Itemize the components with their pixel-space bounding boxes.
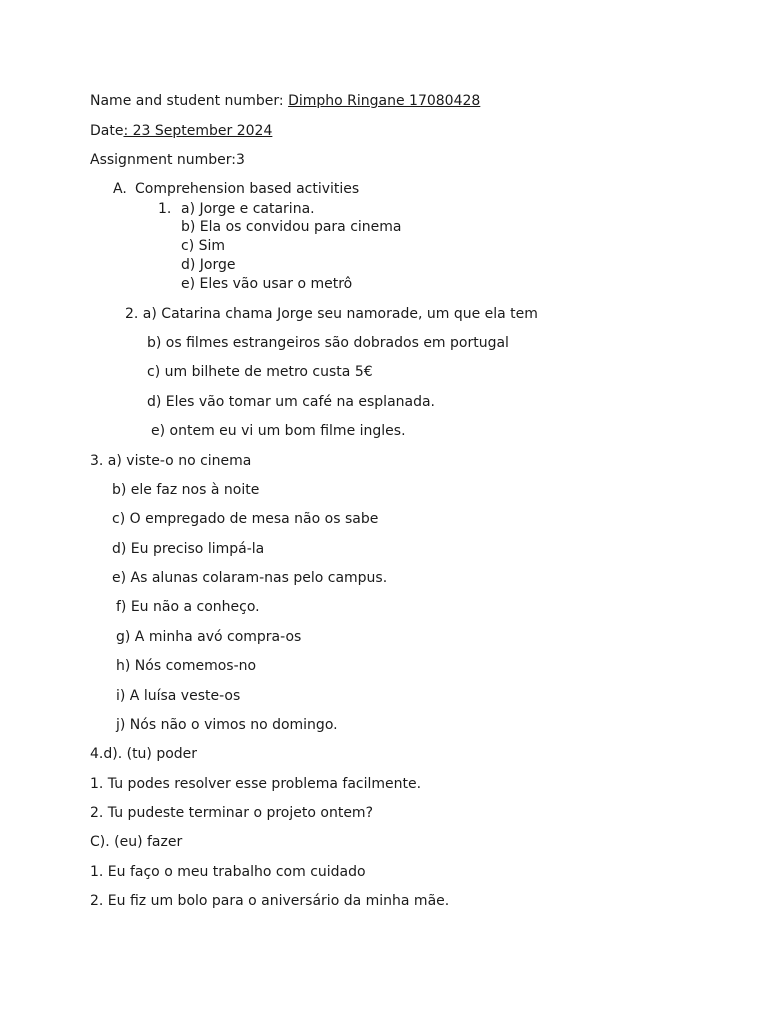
q3-item: e) As alunas colaram-nas pelo campus. <box>112 570 388 586</box>
date-label: Date <box>90 123 124 139</box>
q1-item: b) Ela os convidou para cinema <box>181 219 402 235</box>
q3-item: i) A luísa veste-os <box>116 688 241 704</box>
q4-item: 2. Tu pudeste terminar o projeto ontem? <box>90 805 373 821</box>
q3-item: j) Nós não o vimos no domingo. <box>116 717 338 733</box>
section-a-title: Comprehension based activities <box>135 181 360 197</box>
q1-item: e) Eles vão usar o metrô <box>181 276 353 292</box>
q4-item: 1. Eu faço o meu trabalho com cuidado <box>90 864 366 880</box>
section-a-marker: A. <box>113 181 127 197</box>
q1-number: 1. <box>158 201 172 217</box>
date-line <box>90 122 272 140</box>
q2-item: e) ontem eu vi um bom filme ingles. <box>151 423 406 439</box>
name-line <box>90 92 480 110</box>
q2-item: c) um bilhete de metro custa 5€ <box>147 364 373 380</box>
q4-item: 2. Eu fiz um bolo para o aniversário da minha mãe. <box>90 893 450 909</box>
q4-heading: 4.d). (tu) poder <box>90 746 198 762</box>
q2-item: b) os filmes estrangeiros são dobrados em portugal <box>147 335 509 351</box>
q3-item: b) ele faz nos à noite <box>112 482 260 498</box>
q3-item: d) Eu preciso limpá-la <box>112 541 265 557</box>
q3-item: g) A minha avó compra-os <box>116 629 302 645</box>
q2-item: 2. a) Catarina chama Jorge seu namorade, um que ela tem <box>125 306 538 322</box>
q3-item: c) O empregado de mesa não os sabe <box>112 511 379 527</box>
q3-item: h) Nós comemos-no <box>116 658 257 674</box>
assignment-line: Assignment number:3 <box>90 152 245 168</box>
q1-item: c) Sim <box>181 238 226 254</box>
name-value: Dimpho Ringane 17080428 <box>288 93 481 109</box>
q4-item: 1. Tu podes resolver esse problema facilmente. <box>90 776 422 792</box>
q3-item: 3. a) viste-o no cinema <box>90 453 252 469</box>
q1-item: d) Jorge <box>181 257 236 273</box>
q2-item: d) Eles vão tomar um café na esplanada. <box>147 394 436 410</box>
date-value: : 23 September 2024 <box>123 123 273 139</box>
name-label: Name and student number: <box>90 93 289 109</box>
q4-subheading: C). (eu) fazer <box>90 834 183 850</box>
q3-item: f) Eu não a conheço. <box>116 599 260 615</box>
q1-item: a) Jorge e catarina. <box>181 201 315 217</box>
